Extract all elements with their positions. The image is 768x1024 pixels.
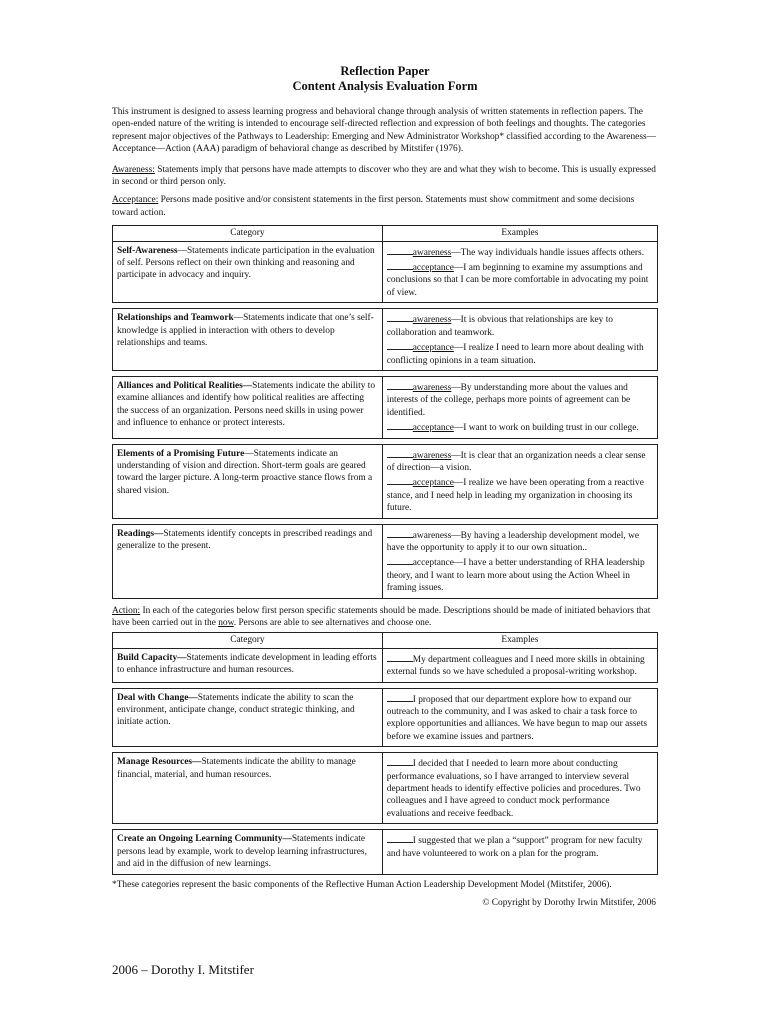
table-row (113, 524, 658, 598)
awareness-acceptance-table (112, 225, 658, 598)
table-row (113, 309, 658, 371)
checkbox-blank[interactable] (387, 555, 413, 565)
column-header-category: Category (113, 633, 383, 648)
category-term: Elements of a Promising Future (117, 448, 245, 459)
acceptance-example (387, 260, 653, 299)
acceptance-definition (112, 194, 658, 219)
table-row (113, 444, 658, 518)
category-description: Statements indicate the ability to manage financial, material, and human resources. (117, 757, 356, 780)
category-description: —Statements indicate participation in the evaluation of self. Persons reflect on their own thinking and reasoning and participate in advocacy and inquiry. (117, 245, 375, 281)
table-row (113, 830, 658, 874)
awareness-example-text: —By understanding more about the values and interests of the college, perhaps more points of agreement can be identified. (386, 382, 631, 418)
column-header-examples: Examples (382, 226, 657, 241)
awareness-example (387, 448, 653, 475)
awareness-example (387, 245, 653, 259)
table-row (113, 376, 658, 438)
category-term: Create an Ongoing Learning Community— (117, 834, 292, 845)
category-cell (113, 524, 383, 598)
table-row (113, 688, 658, 747)
awareness-example-text: —It is clear that an organization needs a clear sense of direction—a vision. (386, 450, 646, 473)
copyright-notice: © Copyright by Dorothy Irwin Mitstifer, 2006 (482, 897, 656, 908)
awareness-tag: awareness (412, 247, 452, 258)
acceptance-example-text: —I am beginning to examine my assumptions and conclusions so that I can be more comfortable in advocating my point of view. (386, 263, 649, 298)
checkbox-blank[interactable] (387, 380, 413, 390)
table-row (113, 241, 658, 303)
acceptance-example-text: —I realize I need to learn more about dealing with conflicting opinions in a team situation. (386, 343, 644, 366)
action-table (112, 632, 658, 874)
category-cell (113, 648, 383, 682)
category-term: Alliances and Political Realities— (117, 380, 253, 391)
awareness-definition (112, 164, 658, 189)
table-header-row (113, 226, 658, 241)
category-cell (113, 753, 383, 824)
category-description: Statements indicate the ability to examine alliances and identify how political realities are affecting the success of an organization. Persons need skills in using power and influence to enhance or protect interests. (117, 380, 376, 429)
acceptance-label: Acceptance: (112, 195, 159, 206)
examples-cell (382, 524, 657, 598)
category-cell (113, 241, 383, 303)
acceptance-example-text: acceptance—I have a better understanding of RHA leadership theory, and I want to learn more about using the Action Wheel in framing issues. (386, 558, 645, 594)
examples-cell (382, 376, 657, 438)
category-description: —Statements indicate that one’s self-knowledge is applied in interaction with others to develop relationships and teams. (117, 313, 374, 349)
action-example-text: I proposed that our department explore how to expand our outreach to the community, and I was asked to chair a task force to explore opportunities and alliances. We have begun to map our assets before we examine issues and partners. (386, 694, 647, 742)
document-subtitle: Content Analysis Evaluation Form (292, 79, 478, 93)
examples-cell (382, 830, 657, 874)
acceptance-tag: acceptance (412, 343, 454, 354)
acceptance-example (387, 555, 653, 594)
category-cell (113, 376, 383, 438)
awareness-example (387, 312, 653, 339)
examples-cell (382, 241, 657, 303)
checkbox-blank[interactable] (387, 245, 413, 255)
category-description: Statements indicate persons lead by example, work to develop learning infrastructures, and aid in the diffusion of new learnings. (117, 834, 367, 870)
awareness-label: Awareness: (112, 164, 155, 175)
category-description: Statements identify concepts in prescribed readings and generalize to the present. (117, 528, 373, 551)
category-term: Readings— (117, 528, 164, 539)
examples-cell (382, 753, 657, 824)
column-header-examples: Examples (382, 633, 657, 648)
checkbox-blank[interactable] (387, 692, 413, 702)
awareness-tag: awareness (412, 450, 452, 461)
category-term: Build Capacity— (117, 652, 187, 663)
action-definition (112, 605, 658, 630)
category-cell (113, 830, 383, 874)
acceptance-tag: acceptance (412, 423, 454, 434)
action-example-text: I decided that I needed to learn more about conducting performance evaluations, so I have arranged to interview several department heads to identify effective policies and procedures. Two colleagues and I have agreed to conduct mock performance evaluations and receive feedback. (386, 759, 641, 819)
acceptance-tag: acceptance (412, 478, 454, 489)
signature-line: 2006 – Dorothy I. Mitstifer (112, 962, 254, 977)
document-title: Reflection Paper (340, 64, 430, 78)
action-text: In each of the categories below first person specific statements should be made. Descriptions should be made of initiated behaviors that have been carried out in the (112, 605, 651, 628)
checkbox-blank[interactable] (387, 528, 413, 538)
checkbox-blank[interactable] (387, 340, 413, 350)
acceptance-example (387, 475, 653, 514)
action-now: now (218, 618, 234, 628)
checkbox-blank[interactable] (387, 260, 413, 270)
action-example-text: My department colleagues and I need more skills in obtaining external funds so we have scheduled a proposal-writing workshop. (386, 654, 645, 678)
checkbox-blank[interactable] (387, 756, 413, 766)
acceptance-example-text: —I realize we have been operating from a reactive stance, and I need help in leading my organization in choosing its future. (386, 478, 644, 514)
examples-cell (382, 444, 657, 518)
acceptance-example (387, 420, 653, 434)
awareness-text: Statements imply that persons have made attempts to discover who they are and what they wish to become. This is usually expressed in second or third person only. (112, 164, 656, 188)
awareness-tag: awareness (412, 382, 452, 393)
awareness-tag: awareness (412, 315, 452, 326)
checkbox-blank[interactable] (387, 475, 413, 485)
table-row (113, 648, 658, 682)
acceptance-example-text: —I want to work on building trust in our college. (453, 423, 639, 434)
category-description: —Statements indicate an understanding of vision and direction. Short-term goals are geared toward the larger picture. A long-term proactive stance flows from a shared vision. (117, 448, 373, 496)
awareness-example-text: awareness—By having a leadership development model, we have the opportunity to apply it to our own situation.. (386, 530, 639, 553)
checkbox-blank[interactable] (387, 420, 413, 430)
column-header-category: Category (113, 226, 383, 241)
acceptance-tag: acceptance (412, 263, 454, 274)
category-description: Statements indicate the ability to scan the environment, anticipate change, conduct strategic thinking, and initiate action. (117, 692, 355, 728)
category-term: Manage Resources— (117, 757, 202, 768)
action-text-end: . Persons are able to see alternatives and choose one. (233, 618, 432, 628)
examples-cell (382, 309, 657, 371)
examples-cell (382, 688, 657, 747)
category-term: Relationships and Teamwork (117, 313, 234, 324)
category-term: Deal with Change— (117, 692, 198, 703)
action-example-text: I suggested that we plan a “support” program for new faculty and have volunteered to work on a plan for the program. (386, 836, 643, 859)
examples-cell (382, 648, 657, 682)
awareness-example-text: —It is obvious that relationships are key to collaboration and teamwork. (386, 315, 613, 338)
category-cell (113, 309, 383, 371)
table-row (113, 753, 658, 824)
category-cell (113, 688, 383, 747)
category-cell (113, 444, 383, 518)
checkbox-blank[interactable] (387, 312, 413, 322)
category-term: Self-Awareness (117, 245, 178, 256)
document-page (112, 64, 658, 909)
footnote: *These categories represent the basic components of the Reflective Human Action Leadership Development Model (Mitstifer, 2006). (112, 879, 612, 890)
acceptance-text: Persons made positive and/or consistent statements in the first person. Statements must show commitment and some decisions toward action. (112, 195, 635, 218)
acceptance-example (387, 340, 653, 367)
intro-paragraph: This instrument is designed to assess learning progress and behavioral change through analysis of written statements in reflection papers. The open-ended nature of the writing is intended to encourage self-directed reflection and expression of both feelings and thoughts. The categories represent major objectives of the Pathways to Leadership: Emerging and New Administrator Workshop* classified according to the Awareness—Acceptance—Action (AAA) paradigm of behavioral change as described by Mitstifer (1976). (112, 107, 656, 155)
awareness-example-text: —The way individuals handle issues affects others. (451, 247, 645, 258)
table-header-row (113, 633, 658, 648)
category-description: Statements indicate development in leading efforts to enhance infrastructure and human resources. (117, 652, 377, 676)
checkbox-blank[interactable] (387, 833, 413, 843)
awareness-example (387, 380, 653, 419)
action-label: Action: (112, 605, 141, 616)
checkbox-blank[interactable] (387, 448, 413, 458)
checkbox-blank[interactable] (387, 652, 413, 662)
awareness-example (387, 528, 653, 555)
